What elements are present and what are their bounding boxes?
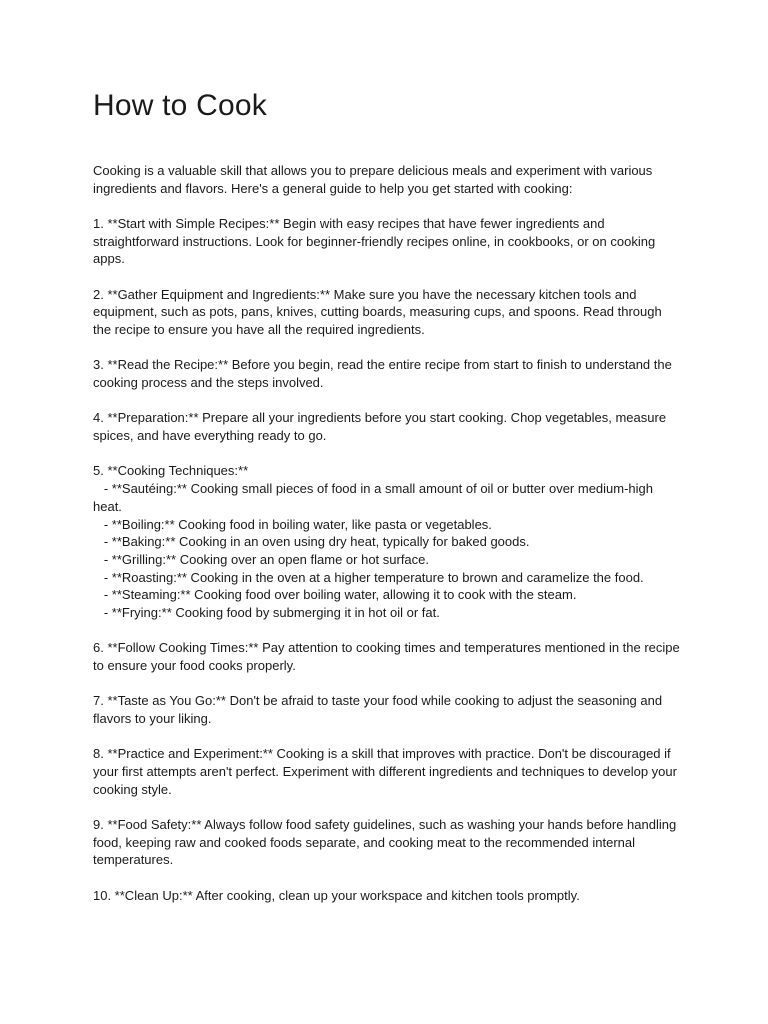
paragraph-gap: [93, 445, 683, 463]
technique-roasting: - **Roasting:** Cooking in the oven at a higher temperature to brown and caramelize the food.: [93, 569, 644, 585]
step-2: 2. **Gather Equipment and Ingredients:** Make sure you have the necessary kitchen tools and equipment, such as pots, pans, knives, cutting boards, measuring cups, and spoons. Read through the recipe to ensure you have all the required ingredients.: [93, 286, 666, 338]
paragraph-gap: [93, 728, 683, 746]
step-7: 7. **Taste as You Go:** Don't be afraid to taste your food while cooking to adjust the seasoning and flavors to your liking.: [93, 693, 666, 727]
technique-frying: - **Frying:** Cooking food by submerging it in hot oil or fat.: [93, 605, 440, 621]
page-title: How to Cook: [93, 89, 267, 122]
paragraph-gap: [93, 339, 683, 357]
document-body: [93, 86, 683, 904]
step-4: 4. **Preparation:** Prepare all your ingredients before you start cooking. Chop vegetables, measure spices, and have everything ready to go.: [93, 410, 670, 444]
paragraph-gap: [93, 197, 683, 215]
paragraph-gap: [93, 798, 683, 816]
paragraph-gap: [93, 869, 683, 887]
step-1: 1. **Start with Simple Recipes:** Begin with easy recipes that have fewer ingredients and straightforward instructions. Look for beginner-friendly recipes online, in cookbooks, or on cooking apps.: [93, 216, 659, 267]
paragraph-gap: [93, 268, 683, 286]
paragraph-gap: [93, 392, 683, 410]
technique-sauteing: - **Sautéing:** Cooking small pieces of food in a small amount of oil or butter over medium-high heat.: [93, 481, 657, 514]
step-6: 6. **Follow Cooking Times:** Pay attention to cooking times and temperatures mentioned in the recipe to ensure your food cooks properly.: [93, 640, 684, 674]
intro-paragraph: Cooking is a valuable skill that allows you to prepare delicious meals and experiment with various ingredients and flavors. Here's a general guide to help you get started with cooking:: [93, 163, 656, 196]
step-5: 5. **Cooking Techniques:**: [93, 463, 249, 479]
technique-baking: - **Baking:** Cooking in an oven using dry heat, typically for baked goods.: [93, 534, 530, 550]
step-10: 10. **Clean Up:** After cooking, clean up your workspace and kitchen tools promptly.: [93, 887, 580, 903]
paragraph-gap: [93, 622, 683, 640]
step-9: 9. **Food Safety:** Always follow food safety guidelines, such as washing your hands before handling food, keeping raw and cooked foods separate, and cooking meat to the recommended internal temperatures.: [93, 817, 680, 868]
paragraph-gap: [93, 675, 683, 693]
technique-boiling: - **Boiling:** Cooking food in boiling water, like pasta or vegetables.: [93, 516, 492, 532]
step-3: 3. **Read the Recipe:** Before you begin, read the entire recipe from start to finish to understand the cooking process and the steps involved.: [93, 357, 676, 391]
technique-grilling: - **Grilling:** Cooking over an open flame or hot surface.: [93, 551, 430, 567]
step-8: 8. **Practice and Experiment:** Cooking is a skill that improves with practice. Don't be discouraged if your first attempts aren't perfect. Experiment with different ingredients and techniques to develop your cooking style.: [93, 746, 681, 797]
technique-steaming: - **Steaming:** Cooking food over boiling water, allowing it to cook with the steam.: [93, 587, 577, 603]
